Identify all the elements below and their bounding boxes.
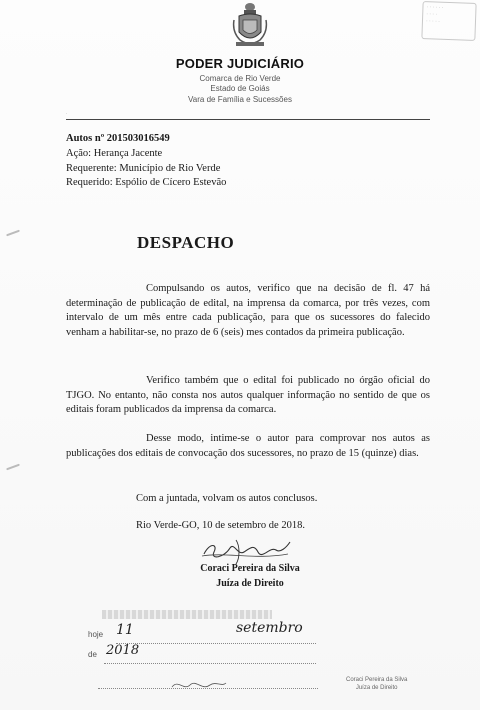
handwritten-initials bbox=[168, 677, 228, 693]
receipt-month: setembro bbox=[236, 620, 303, 636]
header-comarca: Comarca de Rio Verde bbox=[199, 74, 281, 83]
paragraph: Compulsando os autos, verifico que na decisão de fl. 47 há determinação de publicação de edital, na imprensa da comarca, por três vezes, com intervalo de um mês entre cada publicação, para que os sucessores do falecido venham a habilitar-se, no prazo de 6 (seis) mes contados da primeira publicação. bbox=[66, 283, 430, 338]
case-number: Autos nº 201503016549 bbox=[66, 133, 170, 144]
corner-stamp: · · · · · · · · · · · · · · · bbox=[421, 1, 476, 41]
dotted-line bbox=[104, 663, 316, 664]
receipt-day: 11 bbox=[116, 622, 134, 638]
hoje-label: hoje bbox=[88, 630, 104, 639]
receipt-year: 2018 bbox=[106, 643, 140, 658]
closing-line: Com a juntada, volvam os autos conclusos. bbox=[136, 493, 318, 504]
signer-role: Juíza de Direito bbox=[216, 578, 284, 589]
margin-mark bbox=[6, 230, 20, 237]
stamp-role: Juíza de Direito bbox=[355, 685, 398, 691]
de-label: de bbox=[88, 650, 97, 659]
signer-name: Coraci Pereira da Silva bbox=[200, 563, 300, 574]
coat-of-arms-icon bbox=[230, 2, 270, 48]
stamp-bar bbox=[102, 610, 272, 619]
margin-mark: ˈ bbox=[66, 113, 68, 119]
document-title: DESPACHO bbox=[137, 233, 235, 252]
handwritten-signature bbox=[196, 536, 296, 566]
stamp-name: Coraci Pereira da Silva bbox=[346, 677, 408, 683]
margin-mark bbox=[6, 464, 20, 471]
case-plaintiff: Requerente: Município de Rio Verde bbox=[66, 163, 221, 174]
signature-stamp bbox=[346, 676, 407, 692]
paragraph: Verifico também que o edital foi publicado no órgão oficial do TJGO. No entanto, não consta nos autos qualquer informação no sentido de que os editais foram publicados da imprensa da comarca. bbox=[66, 375, 430, 415]
header-divider bbox=[66, 119, 430, 120]
header-vara: Vara de Família e Sucessões bbox=[188, 95, 292, 104]
case-action: Ação: Herança Jacente bbox=[66, 148, 163, 159]
place-date: Rio Verde-GO, 10 de setembro de 2018. bbox=[136, 520, 305, 531]
case-defendant: Requerido: Espólio de Cícero Estevão bbox=[66, 177, 227, 188]
header-estado: Estado de Goiás bbox=[210, 84, 270, 93]
court-title: PODER JUDICIÁRIO bbox=[175, 56, 305, 71]
dotted-line bbox=[116, 643, 316, 644]
receipt-stamp bbox=[88, 605, 338, 695]
paragraph: Desse modo, intime-se o autor para comprovar nos autos as publicações dos editais de convocação dos sucessores, no prazo de 15 (quinze) dias. bbox=[66, 433, 430, 459]
